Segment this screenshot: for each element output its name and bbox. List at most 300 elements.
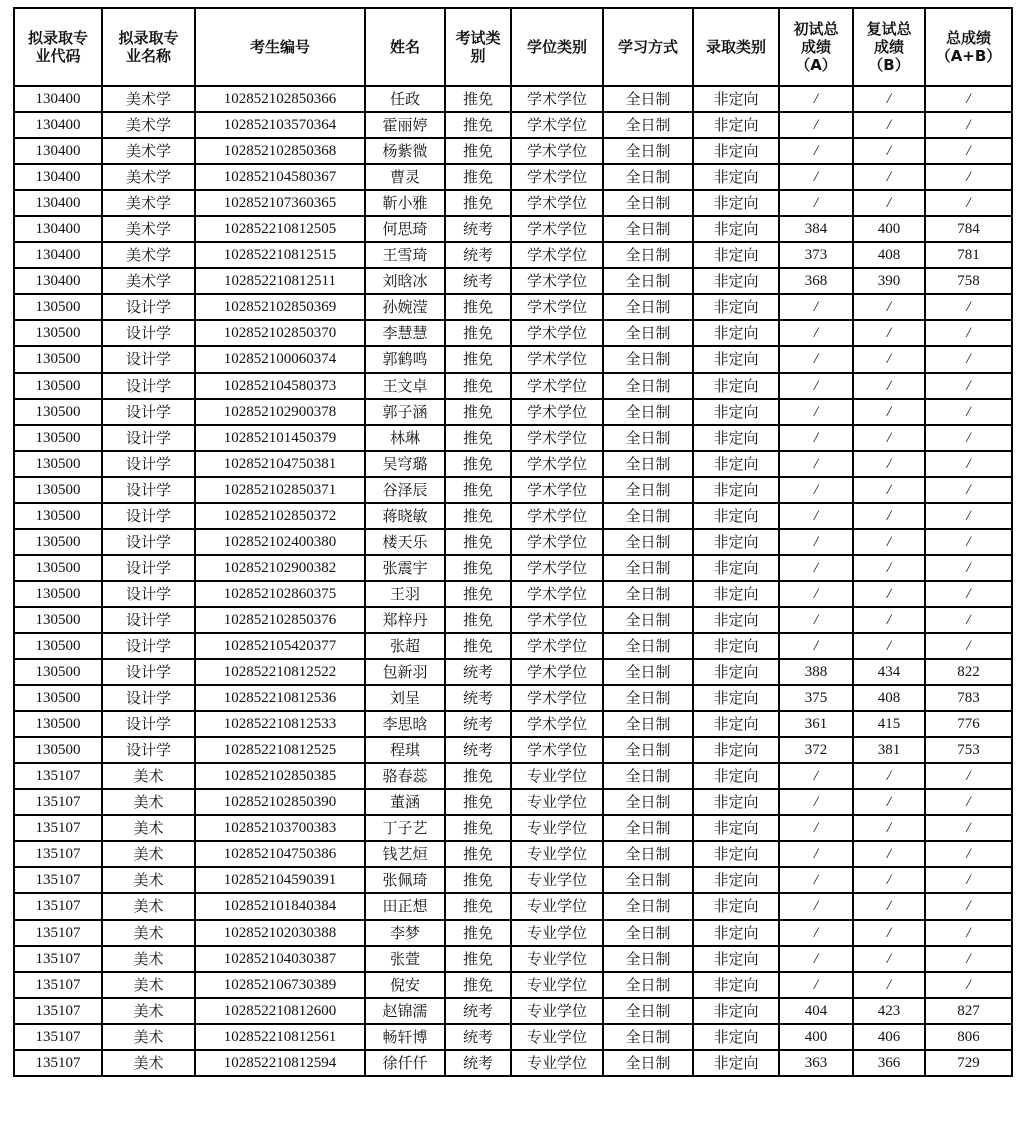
cell-name: 畅轩博 bbox=[365, 1024, 445, 1050]
cell-major-code: 130500 bbox=[14, 294, 102, 320]
cell-major-name: 美术学 bbox=[102, 242, 195, 268]
cell-degree-type: 专业学位 bbox=[511, 1024, 603, 1050]
cell-major-name: 美术学 bbox=[102, 164, 195, 190]
column-header-text: 复试总 bbox=[866, 20, 912, 38]
cell-admission-type: 非定向 bbox=[693, 242, 779, 268]
cell-total-score: / bbox=[925, 451, 1012, 477]
cell-retest-score: 434 bbox=[853, 659, 925, 685]
cell-exam-type: 推免 bbox=[445, 320, 511, 346]
column-header-study-mode bbox=[603, 8, 693, 86]
cell-retest-score: / bbox=[853, 425, 925, 451]
cell-exam-type: 统考 bbox=[445, 1050, 511, 1076]
table-row bbox=[14, 711, 1012, 737]
cell-name: 刘呈 bbox=[365, 685, 445, 711]
cell-exam-type: 推免 bbox=[445, 607, 511, 633]
column-header-text: 姓名 bbox=[389, 38, 420, 56]
column-header-text: 业代码 bbox=[35, 47, 81, 65]
cell-major-code: 130500 bbox=[14, 373, 102, 399]
cell-exam-type: 推免 bbox=[445, 529, 511, 555]
cell-degree-type: 学术学位 bbox=[511, 607, 603, 633]
cell-prelim-score: / bbox=[779, 815, 853, 841]
cell-degree-type: 学术学位 bbox=[511, 112, 603, 138]
cell-prelim-score: / bbox=[779, 946, 853, 972]
cell-name: 董涵 bbox=[365, 789, 445, 815]
cell-study-mode: 全日制 bbox=[603, 294, 693, 320]
cell-study-mode: 全日制 bbox=[603, 242, 693, 268]
cell-total-score: / bbox=[925, 138, 1012, 164]
column-header-text: 学习方式 bbox=[617, 38, 678, 56]
cell-prelim-score: / bbox=[779, 86, 853, 112]
cell-exam-type: 推免 bbox=[445, 946, 511, 972]
table-row bbox=[14, 920, 1012, 946]
cell-major-name: 设计学 bbox=[102, 373, 195, 399]
column-header-exam-type bbox=[445, 8, 511, 86]
cell-prelim-score: / bbox=[779, 138, 853, 164]
table-row bbox=[14, 1024, 1012, 1050]
cell-degree-type: 学术学位 bbox=[511, 633, 603, 659]
cell-admission-type: 非定向 bbox=[693, 737, 779, 763]
cell-study-mode: 全日制 bbox=[603, 737, 693, 763]
cell-retest-score: / bbox=[853, 920, 925, 946]
cell-degree-type: 学术学位 bbox=[511, 711, 603, 737]
cell-retest-score: 400 bbox=[853, 216, 925, 242]
cell-study-mode: 全日制 bbox=[603, 815, 693, 841]
cell-prelim-score: / bbox=[779, 112, 853, 138]
cell-total-score: / bbox=[925, 86, 1012, 112]
cell-major-name: 设计学 bbox=[102, 320, 195, 346]
cell-name: 赵锦濡 bbox=[365, 998, 445, 1024]
cell-total-score: / bbox=[925, 346, 1012, 372]
cell-exam-type: 推免 bbox=[445, 815, 511, 841]
cell-candidate-id: 102852102850366 bbox=[195, 86, 365, 112]
column-header-major-name bbox=[102, 8, 195, 86]
cell-exam-type: 统考 bbox=[445, 1024, 511, 1050]
cell-admission-type: 非定向 bbox=[693, 998, 779, 1024]
table-row bbox=[14, 607, 1012, 633]
cell-retest-score: 406 bbox=[853, 1024, 925, 1050]
cell-total-score: 776 bbox=[925, 711, 1012, 737]
cell-candidate-id: 102852210812561 bbox=[195, 1024, 365, 1050]
cell-name: 楼天乐 bbox=[365, 529, 445, 555]
cell-retest-score: / bbox=[853, 529, 925, 555]
cell-candidate-id: 102852102850376 bbox=[195, 607, 365, 633]
cell-total-score: / bbox=[925, 920, 1012, 946]
cell-study-mode: 全日制 bbox=[603, 841, 693, 867]
cell-admission-type: 非定向 bbox=[693, 1024, 779, 1050]
cell-prelim-score: / bbox=[779, 893, 853, 919]
cell-total-score: 827 bbox=[925, 998, 1012, 1024]
cell-major-code: 130400 bbox=[14, 112, 102, 138]
cell-degree-type: 专业学位 bbox=[511, 893, 603, 919]
cell-exam-type: 推免 bbox=[445, 581, 511, 607]
cell-major-name: 设计学 bbox=[102, 607, 195, 633]
cell-major-code: 130500 bbox=[14, 320, 102, 346]
cell-degree-type: 专业学位 bbox=[511, 815, 603, 841]
cell-candidate-id: 102852104750386 bbox=[195, 841, 365, 867]
cell-name: 李梦 bbox=[365, 920, 445, 946]
cell-degree-type: 学术学位 bbox=[511, 190, 603, 216]
cell-retest-score: / bbox=[853, 503, 925, 529]
cell-total-score: / bbox=[925, 399, 1012, 425]
cell-retest-score: 381 bbox=[853, 737, 925, 763]
cell-candidate-id: 102852210812522 bbox=[195, 659, 365, 685]
cell-retest-score: / bbox=[853, 320, 925, 346]
cell-prelim-score: / bbox=[779, 320, 853, 346]
cell-major-name: 设计学 bbox=[102, 425, 195, 451]
cell-retest-score: 415 bbox=[853, 711, 925, 737]
cell-retest-score: / bbox=[853, 789, 925, 815]
cell-major-name: 美术 bbox=[102, 867, 195, 893]
cell-admission-type: 非定向 bbox=[693, 425, 779, 451]
cell-major-name: 美术学 bbox=[102, 268, 195, 294]
column-header-degree-type bbox=[511, 8, 603, 86]
cell-admission-type: 非定向 bbox=[693, 164, 779, 190]
cell-admission-type: 非定向 bbox=[693, 581, 779, 607]
cell-name: 钱艺烜 bbox=[365, 841, 445, 867]
cell-major-name: 美术 bbox=[102, 972, 195, 998]
cell-degree-type: 专业学位 bbox=[511, 841, 603, 867]
cell-exam-type: 统考 bbox=[445, 216, 511, 242]
cell-candidate-id: 102852102850372 bbox=[195, 503, 365, 529]
cell-degree-type: 专业学位 bbox=[511, 946, 603, 972]
cell-retest-score: / bbox=[853, 893, 925, 919]
cell-total-score: / bbox=[925, 893, 1012, 919]
cell-major-name: 美术 bbox=[102, 1024, 195, 1050]
cell-total-score: 784 bbox=[925, 216, 1012, 242]
cell-prelim-score: 368 bbox=[779, 268, 853, 294]
cell-major-name: 设计学 bbox=[102, 477, 195, 503]
cell-study-mode: 全日制 bbox=[603, 1050, 693, 1076]
cell-total-score: 783 bbox=[925, 685, 1012, 711]
cell-admission-type: 非定向 bbox=[693, 529, 779, 555]
column-header-total-score bbox=[925, 8, 1012, 86]
cell-major-code: 130400 bbox=[14, 190, 102, 216]
cell-retest-score: / bbox=[853, 451, 925, 477]
cell-study-mode: 全日制 bbox=[603, 320, 693, 346]
cell-exam-type: 推免 bbox=[445, 164, 511, 190]
cell-major-name: 设计学 bbox=[102, 581, 195, 607]
cell-candidate-id: 102852101450379 bbox=[195, 425, 365, 451]
cell-exam-type: 统考 bbox=[445, 242, 511, 268]
cell-total-score: / bbox=[925, 815, 1012, 841]
cell-degree-type: 学术学位 bbox=[511, 425, 603, 451]
cell-study-mode: 全日制 bbox=[603, 346, 693, 372]
cell-major-name: 美术 bbox=[102, 841, 195, 867]
cell-major-name: 设计学 bbox=[102, 399, 195, 425]
cell-prelim-score: / bbox=[779, 867, 853, 893]
table-row bbox=[14, 477, 1012, 503]
cell-retest-score: 366 bbox=[853, 1050, 925, 1076]
cell-exam-type: 推免 bbox=[445, 399, 511, 425]
cell-exam-type: 统考 bbox=[445, 659, 511, 685]
cell-admission-type: 非定向 bbox=[693, 86, 779, 112]
column-header-text: 拟录取专 bbox=[27, 29, 88, 47]
table-row bbox=[14, 399, 1012, 425]
cell-total-score: / bbox=[925, 503, 1012, 529]
cell-admission-type: 非定向 bbox=[693, 763, 779, 789]
cell-major-code: 135107 bbox=[14, 841, 102, 867]
cell-major-name: 设计学 bbox=[102, 685, 195, 711]
cell-admission-type: 非定向 bbox=[693, 789, 779, 815]
column-header-text: （A+B） bbox=[935, 47, 1002, 65]
cell-candidate-id: 102852102900382 bbox=[195, 555, 365, 581]
column-header-text: （B） bbox=[868, 56, 910, 74]
column-header-name bbox=[365, 8, 445, 86]
admission-table bbox=[13, 7, 1013, 1077]
cell-admission-type: 非定向 bbox=[693, 920, 779, 946]
cell-name: 杨紫微 bbox=[365, 138, 445, 164]
cell-name: 霍丽婷 bbox=[365, 112, 445, 138]
cell-major-name: 美术 bbox=[102, 763, 195, 789]
cell-retest-score: / bbox=[853, 763, 925, 789]
cell-degree-type: 学术学位 bbox=[511, 581, 603, 607]
cell-degree-type: 专业学位 bbox=[511, 867, 603, 893]
cell-major-code: 130500 bbox=[14, 529, 102, 555]
cell-prelim-score: / bbox=[779, 294, 853, 320]
cell-retest-score: / bbox=[853, 555, 925, 581]
cell-total-score: / bbox=[925, 164, 1012, 190]
cell-exam-type: 推免 bbox=[445, 346, 511, 372]
table-row bbox=[14, 529, 1012, 555]
cell-major-code: 135107 bbox=[14, 789, 102, 815]
cell-degree-type: 专业学位 bbox=[511, 789, 603, 815]
cell-candidate-id: 102852210812505 bbox=[195, 216, 365, 242]
cell-prelim-score: / bbox=[779, 972, 853, 998]
cell-candidate-id: 102852105420377 bbox=[195, 633, 365, 659]
cell-exam-type: 推免 bbox=[445, 763, 511, 789]
cell-prelim-score: / bbox=[779, 346, 853, 372]
cell-retest-score: 423 bbox=[853, 998, 925, 1024]
cell-exam-type: 统考 bbox=[445, 685, 511, 711]
table-row bbox=[14, 685, 1012, 711]
table-row bbox=[14, 242, 1012, 268]
cell-major-name: 美术 bbox=[102, 893, 195, 919]
cell-prelim-score: 373 bbox=[779, 242, 853, 268]
cell-exam-type: 推免 bbox=[445, 555, 511, 581]
cell-name: 丁子艺 bbox=[365, 815, 445, 841]
cell-retest-score: / bbox=[853, 190, 925, 216]
cell-name: 谷泽辰 bbox=[365, 477, 445, 503]
cell-major-name: 设计学 bbox=[102, 659, 195, 685]
cell-exam-type: 推免 bbox=[445, 867, 511, 893]
cell-retest-score: 408 bbox=[853, 685, 925, 711]
column-header-text: 别 bbox=[470, 47, 486, 65]
cell-major-name: 美术学 bbox=[102, 138, 195, 164]
cell-admission-type: 非定向 bbox=[693, 946, 779, 972]
cell-candidate-id: 102852104580373 bbox=[195, 373, 365, 399]
cell-prelim-score: / bbox=[779, 399, 853, 425]
cell-prelim-score: / bbox=[779, 451, 853, 477]
cell-prelim-score: / bbox=[779, 425, 853, 451]
table-row bbox=[14, 451, 1012, 477]
cell-major-name: 美术学 bbox=[102, 86, 195, 112]
cell-major-name: 设计学 bbox=[102, 711, 195, 737]
table-row bbox=[14, 373, 1012, 399]
cell-total-score: / bbox=[925, 581, 1012, 607]
cell-major-code: 130500 bbox=[14, 737, 102, 763]
cell-name: 靳小雅 bbox=[365, 190, 445, 216]
cell-major-code: 130400 bbox=[14, 86, 102, 112]
cell-degree-type: 学术学位 bbox=[511, 164, 603, 190]
cell-candidate-id: 102852210812536 bbox=[195, 685, 365, 711]
cell-major-name: 美术 bbox=[102, 815, 195, 841]
cell-exam-type: 推免 bbox=[445, 893, 511, 919]
cell-prelim-score: / bbox=[779, 789, 853, 815]
cell-candidate-id: 102852210812594 bbox=[195, 1050, 365, 1076]
cell-name: 李慧慧 bbox=[365, 320, 445, 346]
cell-prelim-score: / bbox=[779, 920, 853, 946]
cell-name: 郑梓丹 bbox=[365, 607, 445, 633]
cell-major-name: 设计学 bbox=[102, 529, 195, 555]
cell-exam-type: 推免 bbox=[445, 138, 511, 164]
table-row bbox=[14, 320, 1012, 346]
cell-candidate-id: 102852104750381 bbox=[195, 451, 365, 477]
cell-major-name: 设计学 bbox=[102, 737, 195, 763]
cell-exam-type: 推免 bbox=[445, 86, 511, 112]
cell-name: 张萱 bbox=[365, 946, 445, 972]
cell-exam-type: 统考 bbox=[445, 737, 511, 763]
cell-major-name: 美术学 bbox=[102, 112, 195, 138]
table-row bbox=[14, 555, 1012, 581]
table-row bbox=[14, 893, 1012, 919]
cell-retest-score: / bbox=[853, 86, 925, 112]
cell-degree-type: 学术学位 bbox=[511, 346, 603, 372]
cell-candidate-id: 102852104590391 bbox=[195, 867, 365, 893]
cell-prelim-score: 375 bbox=[779, 685, 853, 711]
cell-major-code: 135107 bbox=[14, 998, 102, 1024]
cell-candidate-id: 102852210812525 bbox=[195, 737, 365, 763]
cell-candidate-id: 102852210812515 bbox=[195, 242, 365, 268]
cell-retest-score: / bbox=[853, 607, 925, 633]
cell-admission-type: 非定向 bbox=[693, 320, 779, 346]
cell-name: 刘晗冰 bbox=[365, 268, 445, 294]
column-header-text: 拟录取专 bbox=[118, 29, 179, 47]
cell-retest-score: 390 bbox=[853, 268, 925, 294]
cell-study-mode: 全日制 bbox=[603, 190, 693, 216]
cell-name: 张震宇 bbox=[365, 555, 445, 581]
cell-prelim-score: 384 bbox=[779, 216, 853, 242]
table-row bbox=[14, 946, 1012, 972]
cell-prelim-score: / bbox=[779, 503, 853, 529]
cell-retest-score: / bbox=[853, 867, 925, 893]
table-row bbox=[14, 1050, 1012, 1076]
cell-prelim-score: / bbox=[779, 607, 853, 633]
cell-name: 孙婉滢 bbox=[365, 294, 445, 320]
cell-prelim-score: / bbox=[779, 763, 853, 789]
column-header-admission-type bbox=[693, 8, 779, 86]
cell-name: 倪安 bbox=[365, 972, 445, 998]
cell-name: 王羽 bbox=[365, 581, 445, 607]
cell-study-mode: 全日制 bbox=[603, 972, 693, 998]
cell-prelim-score: 388 bbox=[779, 659, 853, 685]
cell-retest-score: / bbox=[853, 399, 925, 425]
cell-name: 郭子涵 bbox=[365, 399, 445, 425]
cell-total-score: / bbox=[925, 633, 1012, 659]
cell-retest-score: / bbox=[853, 946, 925, 972]
cell-total-score: / bbox=[925, 607, 1012, 633]
cell-total-score: / bbox=[925, 972, 1012, 998]
cell-major-code: 135107 bbox=[14, 815, 102, 841]
table-row bbox=[14, 581, 1012, 607]
column-header-text: 成绩 bbox=[800, 38, 831, 56]
cell-study-mode: 全日制 bbox=[603, 893, 693, 919]
cell-study-mode: 全日制 bbox=[603, 503, 693, 529]
column-header-candidate-id bbox=[195, 8, 365, 86]
cell-admission-type: 非定向 bbox=[693, 555, 779, 581]
cell-major-code: 130500 bbox=[14, 685, 102, 711]
column-header-text: 考试类 bbox=[455, 29, 501, 47]
cell-study-mode: 全日制 bbox=[603, 685, 693, 711]
cell-name: 徐仟仟 bbox=[365, 1050, 445, 1076]
table-row bbox=[14, 164, 1012, 190]
cell-name: 张佩琦 bbox=[365, 867, 445, 893]
cell-retest-score: / bbox=[853, 112, 925, 138]
cell-retest-score: / bbox=[853, 815, 925, 841]
cell-major-name: 美术学 bbox=[102, 216, 195, 242]
cell-degree-type: 学术学位 bbox=[511, 373, 603, 399]
cell-total-score: / bbox=[925, 529, 1012, 555]
table-row bbox=[14, 972, 1012, 998]
cell-prelim-score: / bbox=[779, 841, 853, 867]
table-row bbox=[14, 346, 1012, 372]
cell-degree-type: 学术学位 bbox=[511, 138, 603, 164]
cell-exam-type: 推免 bbox=[445, 789, 511, 815]
cell-study-mode: 全日制 bbox=[603, 555, 693, 581]
cell-candidate-id: 102852102850370 bbox=[195, 320, 365, 346]
table-row bbox=[14, 503, 1012, 529]
cell-degree-type: 学术学位 bbox=[511, 555, 603, 581]
cell-major-code: 130400 bbox=[14, 164, 102, 190]
header-row bbox=[14, 8, 1012, 86]
cell-candidate-id: 102852102030388 bbox=[195, 920, 365, 946]
cell-candidate-id: 102852102850369 bbox=[195, 294, 365, 320]
cell-retest-score: / bbox=[853, 633, 925, 659]
cell-study-mode: 全日制 bbox=[603, 268, 693, 294]
table-row bbox=[14, 998, 1012, 1024]
cell-retest-score: / bbox=[853, 841, 925, 867]
cell-study-mode: 全日制 bbox=[603, 1024, 693, 1050]
cell-major-code: 130500 bbox=[14, 555, 102, 581]
cell-admission-type: 非定向 bbox=[693, 138, 779, 164]
cell-total-score: / bbox=[925, 763, 1012, 789]
cell-major-code: 130500 bbox=[14, 477, 102, 503]
cell-major-code: 135107 bbox=[14, 867, 102, 893]
cell-study-mode: 全日制 bbox=[603, 920, 693, 946]
cell-candidate-id: 102852102850371 bbox=[195, 477, 365, 503]
cell-exam-type: 推免 bbox=[445, 373, 511, 399]
cell-study-mode: 全日制 bbox=[603, 399, 693, 425]
cell-major-code: 135107 bbox=[14, 1050, 102, 1076]
column-header-retest-score bbox=[853, 8, 925, 86]
cell-admission-type: 非定向 bbox=[693, 112, 779, 138]
cell-study-mode: 全日制 bbox=[603, 659, 693, 685]
cell-admission-type: 非定向 bbox=[693, 633, 779, 659]
cell-exam-type: 推免 bbox=[445, 503, 511, 529]
cell-degree-type: 专业学位 bbox=[511, 998, 603, 1024]
cell-degree-type: 专业学位 bbox=[511, 763, 603, 789]
cell-retest-score: / bbox=[853, 972, 925, 998]
cell-degree-type: 学术学位 bbox=[511, 659, 603, 685]
cell-major-name: 美术 bbox=[102, 998, 195, 1024]
cell-exam-type: 推免 bbox=[445, 477, 511, 503]
cell-name: 吴穹璐 bbox=[365, 451, 445, 477]
cell-name: 曹灵 bbox=[365, 164, 445, 190]
cell-retest-score: / bbox=[853, 477, 925, 503]
cell-name: 包新羽 bbox=[365, 659, 445, 685]
table-row bbox=[14, 633, 1012, 659]
cell-major-code: 130400 bbox=[14, 242, 102, 268]
cell-total-score: / bbox=[925, 373, 1012, 399]
